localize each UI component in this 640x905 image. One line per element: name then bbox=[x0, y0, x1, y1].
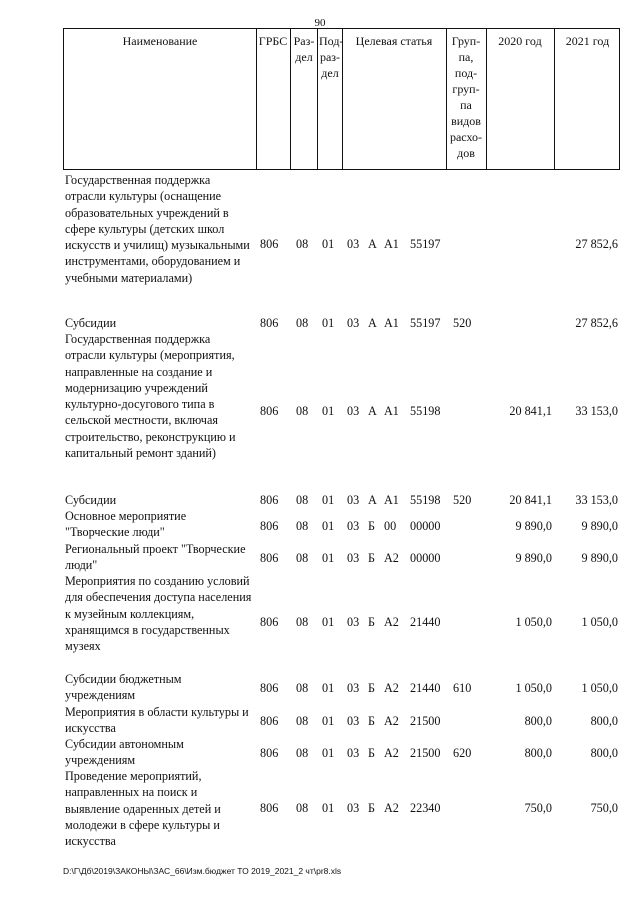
row-statya-3: А2 bbox=[384, 714, 399, 728]
row-grbs: 806 bbox=[260, 714, 279, 728]
row-podrazdel: 01 bbox=[322, 404, 335, 418]
row-2021: 33 153,0 bbox=[575, 493, 618, 507]
row-2020: 1 050,0 bbox=[515, 615, 552, 629]
row-2020: 800,0 bbox=[524, 714, 552, 728]
row-statya-2: Б bbox=[368, 746, 375, 760]
row-statya-1: 03 bbox=[347, 404, 360, 418]
row-statya-2: Б bbox=[368, 714, 375, 728]
row-razdel: 08 bbox=[296, 493, 309, 507]
row-2020: 1 050,0 bbox=[515, 681, 552, 695]
row-grbs: 806 bbox=[260, 801, 279, 815]
row-2021: 750,0 bbox=[590, 801, 618, 815]
row-name: Мероприятия по созданию условий для обеспечения доступа населения к музейным коллекциям, хранящимся в государственных музеях bbox=[65, 574, 252, 654]
row-razdel: 08 bbox=[296, 237, 309, 251]
row-statya-2: А bbox=[368, 316, 377, 330]
header-gruppa: Груп-па, под-груп-па видов расхо-дов bbox=[449, 34, 483, 160]
row-2021: 9 890,0 bbox=[581, 519, 618, 533]
row-2021: 1 050,0 bbox=[581, 681, 618, 695]
row-statya-1: 03 bbox=[347, 615, 360, 629]
row-razdel: 08 bbox=[296, 801, 309, 815]
row-2020: 20 841,1 bbox=[509, 493, 552, 507]
row-grbs: 806 bbox=[260, 681, 279, 695]
row-name: Мероприятия в области культуры и искусства bbox=[65, 705, 249, 736]
table-header bbox=[63, 28, 620, 170]
row-statya-3: А1 bbox=[384, 493, 399, 507]
row-statya-2: А bbox=[368, 493, 377, 507]
row-name: Субсидии bbox=[65, 316, 117, 330]
row-razdel: 08 bbox=[296, 746, 309, 760]
row-2020: 9 890,0 bbox=[515, 519, 552, 533]
row-2021: 800,0 bbox=[590, 746, 618, 760]
row-statya-4: 21440 bbox=[410, 615, 441, 629]
row-grbs: 806 bbox=[260, 551, 279, 565]
row-2021: 9 890,0 bbox=[581, 551, 618, 565]
row-razdel: 08 bbox=[296, 316, 309, 330]
row-podrazdel: 01 bbox=[322, 316, 335, 330]
row-statya-2: Б bbox=[368, 681, 375, 695]
row-podrazdel: 01 bbox=[322, 615, 335, 629]
row-statya-2: Б bbox=[368, 519, 375, 533]
row-podrazdel: 01 bbox=[322, 237, 335, 251]
row-statya-4: 21500 bbox=[410, 714, 441, 728]
row-razdel: 08 bbox=[296, 404, 309, 418]
row-statya-1: 03 bbox=[347, 551, 360, 565]
row-gruppa: 620 bbox=[453, 746, 472, 760]
row-podrazdel: 01 bbox=[322, 714, 335, 728]
row-razdel: 08 bbox=[296, 681, 309, 695]
row-statya-4: 21440 bbox=[410, 681, 441, 695]
row-statya-4: 00000 bbox=[410, 519, 441, 533]
row-statya-2: Б bbox=[368, 551, 375, 565]
row-statya-3: А2 bbox=[384, 746, 399, 760]
row-podrazdel: 01 bbox=[322, 801, 335, 815]
row-2021: 1 050,0 bbox=[581, 615, 618, 629]
row-gruppa: 520 bbox=[453, 493, 472, 507]
row-razdel: 08 bbox=[296, 551, 309, 565]
row-statya-1: 03 bbox=[347, 801, 360, 815]
row-2021: 800,0 bbox=[590, 714, 618, 728]
row-statya-1: 03 bbox=[347, 237, 360, 251]
row-grbs: 806 bbox=[260, 237, 279, 251]
row-statya-1: 03 bbox=[347, 681, 360, 695]
row-razdel: 08 bbox=[296, 615, 309, 629]
row-gruppa: 520 bbox=[453, 316, 472, 330]
row-podrazdel: 01 bbox=[322, 681, 335, 695]
footer-file-path: D:\Г\Дб\2019\ЗАКОНЫ\ЗАС_66\Изм.бюджет ТО 2019_2021_2 чт\pr8.xls bbox=[63, 866, 342, 876]
row-name: Субсидии бюджетным учреждениям bbox=[65, 672, 182, 703]
row-statya-2: А bbox=[368, 404, 377, 418]
row-statya-4: 22340 bbox=[410, 801, 441, 815]
row-name: Субсидии bbox=[65, 493, 117, 507]
row-statya-3: 00 bbox=[384, 519, 397, 533]
row-statya-3: А2 bbox=[384, 615, 399, 629]
row-razdel: 08 bbox=[296, 714, 309, 728]
page-number: 90 bbox=[314, 17, 326, 29]
row-razdel: 08 bbox=[296, 519, 309, 533]
row-2020: 800,0 bbox=[524, 746, 552, 760]
row-grbs: 806 bbox=[260, 615, 279, 629]
row-statya-4: 55197 bbox=[410, 316, 441, 330]
row-gruppa: 610 bbox=[453, 681, 472, 695]
row-grbs: 806 bbox=[260, 519, 279, 533]
row-grbs: 806 bbox=[260, 493, 279, 507]
row-2020: 750,0 bbox=[524, 801, 552, 815]
row-podrazdel: 01 bbox=[322, 746, 335, 760]
row-name: Региональный проект "Творческие люди" bbox=[65, 542, 246, 573]
header-razdel: Раз-дел bbox=[293, 34, 315, 64]
row-statya-3: А2 bbox=[384, 551, 399, 565]
row-podrazdel: 01 bbox=[322, 493, 335, 507]
row-2020: 9 890,0 bbox=[515, 551, 552, 565]
row-statya-1: 03 bbox=[347, 519, 360, 533]
header-statya: Целевая статья bbox=[355, 34, 433, 48]
row-2021: 33 153,0 bbox=[575, 404, 618, 418]
row-statya-1: 03 bbox=[347, 714, 360, 728]
row-statya-3: А1 bbox=[384, 237, 399, 251]
header-name: Наименование bbox=[122, 34, 198, 48]
row-statya-4: 55197 bbox=[410, 237, 441, 251]
row-podrazdel: 01 bbox=[322, 551, 335, 565]
row-2020: 20 841,1 bbox=[509, 404, 552, 418]
header-2020: 2020 год bbox=[498, 34, 542, 48]
row-name: Государственная поддержка отрасли культуры (оснащение образовательных учреждений в сфере культуры (детских школ искусств и училищ) музыкальными инструментами, оборудованием и учебными материалами) bbox=[65, 173, 250, 285]
row-name: Субсидии автономным учреждениям bbox=[65, 737, 184, 768]
row-statya-1: 03 bbox=[347, 493, 360, 507]
row-statya-4: 00000 bbox=[410, 551, 441, 565]
row-statya-2: Б bbox=[368, 801, 375, 815]
row-statya-1: 03 bbox=[347, 316, 360, 330]
row-statya-2: А bbox=[368, 237, 377, 251]
row-grbs: 806 bbox=[260, 746, 279, 760]
row-statya-1: 03 bbox=[347, 746, 360, 760]
row-grbs: 806 bbox=[260, 404, 279, 418]
row-name: Государственная поддержка отрасли культуры (мероприятия, направленные на создание и модернизацию учреждений культурно-досугового типа в сельской местности, включая строительство, реконструкцию и капитальный ремонт зданий) bbox=[65, 332, 236, 461]
header-grbs: ГРБС bbox=[258, 34, 288, 48]
row-grbs: 806 bbox=[260, 316, 279, 330]
row-name: Основное мероприятие "Творческие люди" bbox=[65, 509, 187, 540]
row-statya-3: А2 bbox=[384, 801, 399, 815]
row-statya-4: 55198 bbox=[410, 404, 441, 418]
header-2021: 2021 год bbox=[565, 34, 610, 48]
row-statya-4: 21500 bbox=[410, 746, 441, 760]
row-name: Проведение мероприятий, направленных на поиск и выявление одаренных детей и молодежи в сфере культуры и искусства bbox=[65, 769, 221, 849]
row-podrazdel: 01 bbox=[322, 519, 335, 533]
row-statya-2: Б bbox=[368, 615, 375, 629]
row-statya-3: А1 bbox=[384, 404, 399, 418]
header-podrazdel: Под-раз-дел bbox=[319, 34, 344, 80]
row-statya-3: А1 bbox=[384, 316, 399, 330]
row-statya-3: А2 bbox=[384, 681, 399, 695]
row-2021: 27 852,6 bbox=[575, 237, 618, 251]
row-statya-4: 55198 bbox=[410, 493, 441, 507]
row-2021: 27 852,6 bbox=[575, 316, 618, 330]
